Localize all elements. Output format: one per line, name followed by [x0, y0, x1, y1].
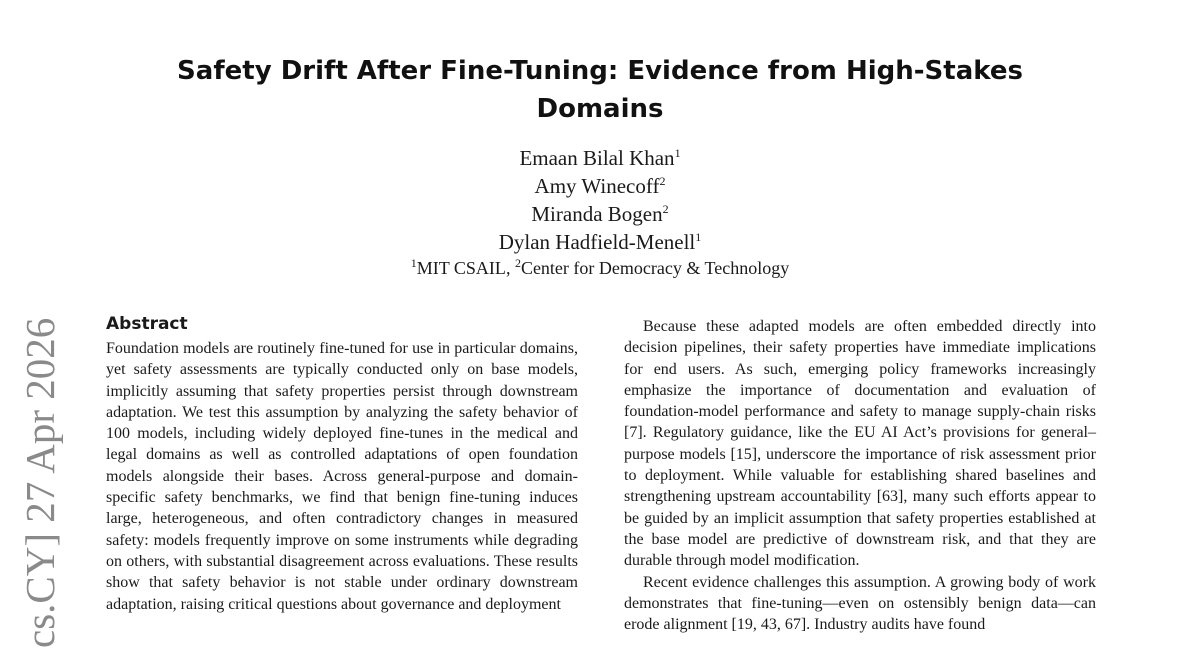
- paper-title: Safety Drift After Fine-Tuning: Evidence from High-Stakes Domains: [177, 56, 1023, 124]
- author-block: [300, 144, 900, 280]
- abstract-heading: Abstract: [106, 314, 188, 334]
- abstract-text: Foundation models are routinely fine-tuned for use in particular domains, yet safety assessments are typically conducted only on base models, implicitly assuming that safety properties persist through downstream adaptation. We test this assumption by analyzing the safety behavior of 100 models, including widely deployed fine-tunes in the medical and legal domains as well as controlled adaptations of open foundation models alongside their bases. Across general-purpose and domain-specific safety benchmarks, we find that benign fine-tuning induces large, heterogeneous, and often contradictory changes in measured safety: models frequently improve on some instruments while degrading on others, with substantial disagreement across evaluations. These results show that safety behavior is not stable under ordinary downstream adaptation, raising critical questions about governance and deployment: [106, 340, 578, 613]
- author-name: Amy Winecoff$^2$: [534, 174, 666, 198]
- body-paragraph: Because these adapted models are often embedded directly into decision pipelines, their safety properties have immediate implications for end users. As such, emerging policy frameworks increasingly emphasize the importance of documentation and evaluation of foundation-model performance and safety to manage supply-chain risks [7]. Regulatory guidance, like the EU AI Act’s provisions for general–purpose models [15], underscore the importance of risk assessment prior to deployment. While valuable for establishing shared baselines and strengthening upstream accountability [63], many such efforts appear to be guided by an implicit assumption that safety properties established at the base model are predictive of downstream risk, and that they are durable through model modification.: [624, 318, 1096, 570]
- intro-column: [624, 316, 1096, 635]
- author-name: Dylan Hadfield-Menell$^1$: [498, 230, 702, 254]
- author-name: Miranda Bogen$^2$: [531, 202, 669, 226]
- body-paragraph: Recent evidence challenges this assumption. A growing body of work demonstrates that fine-tuning—even on ostensibly benign data—can erode alignment [19, 43, 67]. Industry audits have found: [624, 573, 1096, 634]
- arxiv-sidebar-stamp: cs.CY] 27 Apr 2026: [17, 317, 63, 648]
- abstract-section: [106, 312, 578, 615]
- affiliations: $^1$MIT CSAIL, $^2$Center for Democracy & Technology: [410, 256, 790, 278]
- author-name: Emaan Bilal Khan$^1$: [519, 146, 681, 170]
